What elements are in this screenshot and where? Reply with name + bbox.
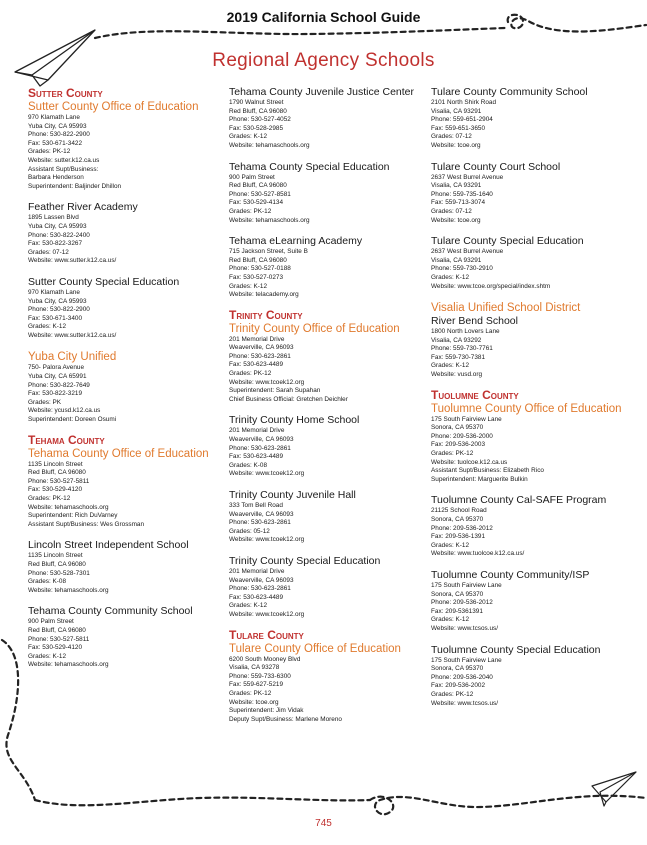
school-entry — [28, 539, 228, 595]
detail-line: Grades: PK — [28, 398, 62, 406]
directory-column-3 — [431, 86, 631, 708]
detail-line: Phone: 530-822-2900 — [28, 306, 90, 314]
detail-line: Website: tehamaschools.org — [229, 141, 310, 149]
detail-line: Chief Business Official: Gretchen Deichler — [229, 395, 348, 403]
detail-line: 2101 North Shirk Road — [431, 99, 497, 106]
school-name: Feather River Academy — [28, 201, 138, 214]
detail-line: 333 Tom Bell Road — [229, 502, 283, 509]
detail-line: Fax: 530-671-3422 — [28, 139, 83, 147]
detail-line: Phone: 209-536-2040 — [431, 673, 493, 681]
detail-line: Superintendent: Baljinder Dhillon — [28, 182, 122, 190]
detail-line: Website: www.tcsos.us/ — [431, 624, 499, 632]
school-name: Tuolumne County Cal-SAFE Program — [431, 494, 607, 507]
school-name: Tehama County Community School — [28, 605, 193, 618]
detail-line: Assistant Supt/Business: Elizabeth Rico — [431, 467, 544, 475]
school-entry — [229, 86, 429, 151]
section-title: Regional Agency Schools — [212, 50, 435, 71]
detail-line: Fax: 530-528-2985 — [229, 124, 284, 132]
school-name: Sutter County Special Education — [28, 275, 180, 288]
detail-line: Fax: 559-627-5219 — [229, 681, 284, 689]
detail-line: Website: tuolcoe.k12.ca.us — [431, 458, 508, 466]
detail-line: 6200 South Mooney Blvd — [229, 655, 301, 663]
directory-column-2 — [229, 86, 429, 724]
school-name: Tuolumne County Special Education — [431, 643, 601, 656]
detail-line: Website: tcoe.org — [431, 141, 481, 149]
school-entry — [28, 433, 228, 530]
detail-line: Fax: 559-730-7381 — [431, 353, 486, 361]
detail-line: 1790 Walnut Street — [229, 99, 284, 106]
detail-line: Phone: 559-730-7761 — [431, 345, 493, 353]
detail-line: Phone: 209-536-2012 — [431, 524, 493, 532]
detail-line: Phone: 530-527-4052 — [229, 116, 291, 124]
detail-line: Yuba City, CA 95993 — [28, 122, 87, 130]
detail-line: Phone: 559-651-2904 — [431, 116, 493, 124]
detail-line: 201 Memorial Drive — [229, 427, 285, 435]
detail-line: Superintendent: Marguerite Bulkin — [431, 475, 528, 483]
detail-line: Sonora, CA 95370 — [431, 516, 484, 523]
detail-line: Fax: 530-822-3267 — [28, 240, 83, 248]
detail-line: Yuba City, CA 65991 — [28, 373, 87, 381]
detail-line: 900 Palm Street — [28, 618, 74, 626]
school-entry — [28, 201, 228, 266]
detail-line: Weaverville, CA 96093 — [229, 510, 294, 518]
detail-line: Sonora, CA 95370 — [431, 665, 484, 673]
detail-line: Grades: K-08 — [28, 578, 67, 586]
detail-line: Phone: 530-527-5811 — [28, 635, 90, 643]
detail-line: Grades: PK-12 — [28, 495, 71, 502]
detail-line: Fax: 559-713-3074 — [431, 199, 486, 207]
county-heading: Sutter County — [28, 86, 103, 100]
school-name: Tehama County Juvenile Justice Center — [229, 86, 415, 98]
detail-line: Visalia, CA 93278 — [229, 664, 280, 672]
detail-line: 1800 North Lovers Lane — [431, 328, 500, 336]
detail-line: 21125 School Road — [431, 507, 487, 515]
detail-line: Website: www.tcoek12.org — [229, 610, 305, 618]
detail-line: Website: tcoe.org — [229, 698, 279, 706]
detail-line: Red Bluff, CA 96080 — [28, 560, 86, 568]
detail-line: Website: www.tcoek12.org — [229, 536, 305, 544]
detail-line: Yuba City, CA 95993 — [28, 222, 87, 230]
detail-line: Fax: 530-529-4134 — [229, 199, 284, 207]
school-entry — [28, 605, 228, 670]
detail-line: 750- Palora Avenue — [28, 364, 85, 372]
detail-line: Red Bluff, CA 96080 — [229, 256, 287, 264]
detail-line: Weaverville, CA 96093 — [229, 576, 294, 584]
county-heading: Tuolumne County — [431, 387, 519, 402]
detail-line: Phone: 530-623-2861 — [229, 585, 291, 593]
directory-column-1 — [28, 86, 228, 670]
detail-line: Grades: PK-12 — [229, 207, 272, 215]
detail-line: Phone: 530-623-2861 — [229, 352, 291, 360]
detail-line: Website: www.tuolcoe.k12.ca.us/ — [431, 550, 525, 558]
school-name: Trinity County Juvenile Hall — [229, 489, 356, 501]
school-name: Tulare County Community School — [431, 86, 588, 98]
county-heading: Tehama County — [28, 432, 105, 447]
detail-line: Fax: 530-671-3400 — [28, 314, 83, 322]
school-entry — [431, 161, 631, 226]
detail-line: Website: ycusd.k12.ca.us — [28, 407, 101, 415]
district-heading: Sutter County Office of Education — [28, 101, 199, 113]
detail-line: Fax: 530-623-4489 — [229, 453, 284, 461]
detail-line: Fax: 209-5361391 — [431, 607, 483, 615]
school-name: Tulare County Court School — [431, 160, 561, 173]
detail-line: Grades: K-12 — [229, 602, 268, 610]
school-entry — [28, 350, 228, 424]
school-entry — [229, 628, 429, 725]
detail-line: Grades: K-12 — [229, 282, 268, 290]
detail-line: Grades: 07-12 — [431, 207, 472, 215]
detail-line: Red Bluff, CA 96080 — [28, 469, 86, 477]
detail-line: 2637 West Burrel Avenue — [431, 248, 504, 256]
detail-line: 201 Memorial Drive — [229, 335, 285, 343]
detail-line: Grades: PK-12 — [431, 450, 474, 458]
guide-title: 2019 California School Guide — [226, 9, 421, 25]
school-entry — [431, 235, 631, 291]
district-heading: Visalia Unified School District — [431, 302, 581, 315]
detail-line: Phone: 530-527-5811 — [28, 477, 90, 485]
detail-line: Fax: 530-529-4120 — [28, 644, 83, 652]
district-heading: Trinity County Office of Education — [229, 322, 400, 335]
school-name: Tuolumne County Community/ISP — [431, 568, 590, 581]
detail-line: Website: tehamaschools.org — [229, 216, 310, 224]
detail-line: Grades: K-08 — [229, 461, 268, 469]
school-name: Tehama County Special Education — [229, 160, 390, 173]
school-entry — [28, 276, 228, 341]
district-heading: Tehama County Office of Education — [28, 447, 209, 460]
detail-line: 970 Klamath Lane — [28, 114, 80, 121]
detail-line: 1135 Lincoln Street — [28, 552, 83, 560]
school-entry — [431, 86, 631, 151]
detail-line: Visalia, CA 93291 — [431, 256, 482, 264]
school-entry — [431, 644, 631, 709]
detail-line: Superintendent: Rich DuVarney — [28, 512, 118, 520]
detail-line: Yuba City, CA 95993 — [28, 297, 87, 305]
detail-line: Fax: 530-527-0273 — [229, 273, 284, 281]
detail-line: 1895 Lassen Blvd — [28, 214, 79, 222]
detail-line: 715 Jackson Street, Suite B — [229, 248, 308, 256]
school-entry — [431, 388, 631, 485]
detail-line: Phone: 559-733-6300 — [229, 672, 291, 680]
detail-line: Red Bluff, CA 96080 — [229, 107, 287, 115]
school-entry — [229, 235, 429, 300]
detail-line: 175 South Fairview Lane — [431, 415, 502, 423]
school-name: Tehama eLearning Academy — [229, 235, 363, 248]
detail-line: Phone: 559-730-2910 — [431, 265, 493, 273]
detail-line: Website: www.tcoe.org/special/index.shtm — [431, 282, 551, 290]
detail-line: 175 South Fairview Lane — [431, 656, 502, 664]
detail-line: Website: vusd.org — [431, 371, 483, 379]
detail-line: Website: tehamaschools.org — [28, 661, 109, 669]
detail-line: Visalia, CA 93291 — [431, 182, 482, 190]
detail-line: Phone: 530-822-7649 — [28, 381, 90, 389]
detail-line: Sonora, CA 95370 — [431, 424, 484, 432]
school-entry — [28, 86, 228, 191]
school-entry — [431, 301, 631, 380]
detail-line: Superintendent: Sarah Supahan — [229, 387, 321, 395]
detail-line: Fax: 530-623-4489 — [229, 361, 284, 369]
detail-line: Red Bluff, CA 96080 — [28, 626, 86, 634]
detail-line: Phone: 530-623-2861 — [229, 519, 291, 527]
detail-line: Fax: 209-536-2002 — [431, 682, 486, 690]
school-entry — [229, 308, 429, 405]
detail-line: Deputy Supt/Business: Marlene Moreno — [229, 715, 342, 723]
school-entry — [431, 494, 631, 559]
detail-line: Website: www.sutter.k12.ca.us/ — [28, 331, 117, 339]
detail-line: Fax: 209-536-2003 — [431, 441, 486, 449]
detail-line: Website: www.sutter.k12.ca.us/ — [28, 257, 117, 265]
detail-line: Phone: 209-536-2000 — [431, 432, 493, 440]
detail-line: Grades: K-12 — [431, 273, 470, 281]
detail-line: Superintendent: Doreen Osumi — [28, 416, 117, 424]
detail-line: Grades: PK-12 — [229, 689, 272, 697]
detail-line: 201 Memorial Drive — [229, 567, 285, 575]
detail-line: Phone: 530-527-0188 — [229, 265, 291, 273]
detail-line: Grades: K-12 — [431, 616, 470, 624]
detail-line: Website: tcoe.org — [431, 216, 481, 224]
school-name: Trinity County Home School — [229, 414, 360, 427]
detail-line: Fax: 530-529-4120 — [28, 486, 83, 494]
detail-line: Phone: 530-527-8581 — [229, 190, 291, 198]
detail-line: Barbara Henderson — [28, 174, 84, 182]
detail-line: Website: telacademy.org — [229, 291, 299, 299]
detail-line: Phone: 530-623-2861 — [229, 444, 291, 452]
detail-line: Phone: 530-528-7301 — [28, 569, 90, 577]
detail-line: Visalia, CA 93292 — [431, 336, 482, 344]
paper-plane-icon — [592, 772, 636, 806]
detail-line: Phone: 530-822-2900 — [28, 131, 90, 139]
detail-line: Fax: 209-536-1391 — [431, 533, 486, 541]
detail-line: 175 South Fairview Lane — [431, 581, 502, 589]
detail-line: Website: www.tcsos.us/ — [431, 699, 499, 707]
detail-line: Weaverville, CA 96093 — [229, 436, 294, 444]
district-heading: Tulare County Office of Education — [229, 642, 401, 655]
detail-line: Grades: K-12 — [431, 541, 470, 549]
district-heading: Tuolumne County Office of Education — [431, 402, 622, 415]
school-name: Lincoln Street Independent School — [28, 539, 189, 552]
detail-line: Website: tehamaschools.org — [28, 503, 109, 511]
district-heading: Yuba City Unified — [28, 351, 117, 364]
school-entry — [229, 555, 429, 620]
detail-line: Grades: PK-12 — [229, 370, 272, 378]
school-entry — [229, 489, 429, 545]
detail-line: Grades: 05-12 — [229, 527, 270, 535]
county-heading: Tulare County — [229, 627, 304, 642]
detail-line: Fax: 530-822-3219 — [28, 390, 83, 398]
detail-line: Grades: K-12 — [431, 362, 470, 370]
page-number: 745 — [315, 818, 332, 829]
detail-line: Phone: 530-822-2400 — [28, 231, 90, 239]
school-name: Trinity County Special Education — [229, 554, 381, 567]
school-name: Tulare County Special Education — [431, 235, 584, 248]
detail-line: 2637 West Burrel Avenue — [431, 173, 504, 181]
detail-line: Assistant Supt/Business: Wes Grossman — [28, 520, 145, 528]
detail-line: Grades: K-12 — [229, 133, 268, 141]
detail-line: Grades: PK-12 — [28, 148, 71, 156]
school-entry — [229, 414, 429, 479]
detail-line: Sonora, CA 95370 — [431, 590, 484, 598]
school-name: River Bend School — [431, 315, 518, 328]
detail-line: 900 Palm Street — [229, 173, 275, 181]
detail-line: Weaverville, CA 96093 — [229, 344, 294, 352]
detail-line: Grades: 07-12 — [28, 248, 69, 256]
detail-line: Grades: 07-12 — [431, 133, 472, 141]
detail-line: Phone: 209-536-2012 — [431, 599, 493, 607]
detail-line: Visalia, CA 93291 — [431, 107, 482, 115]
detail-line: Red Bluff, CA 96080 — [229, 182, 287, 190]
detail-line: Superintendent: Jim Vidak — [229, 707, 304, 715]
school-entry — [431, 569, 631, 634]
detail-line: Website: sutter.k12.ca.us — [28, 156, 100, 164]
detail-line: Website: www.tcoek12.org — [229, 378, 305, 386]
detail-line: 1135 Lincoln Street — [28, 460, 83, 468]
detail-line: Fax: 559-651-3650 — [431, 124, 486, 132]
detail-line: Website: www.tcoek12.org — [229, 470, 305, 478]
detail-line: Grades: PK-12 — [431, 690, 474, 698]
detail-line: Grades: K-12 — [28, 323, 67, 331]
detail-line: Website: tehamaschools.org — [28, 586, 109, 594]
detail-line: Grades: K-12 — [28, 652, 67, 660]
detail-line: Fax: 530-623-4489 — [229, 593, 284, 601]
detail-line: 970 Klamath Lane — [28, 288, 80, 296]
county-heading: Trinity County — [229, 307, 303, 322]
school-entry — [229, 161, 429, 226]
detail-line: Assistant Supt/Business: — [28, 165, 99, 173]
detail-line: Phone: 559-735-1640 — [431, 190, 493, 198]
